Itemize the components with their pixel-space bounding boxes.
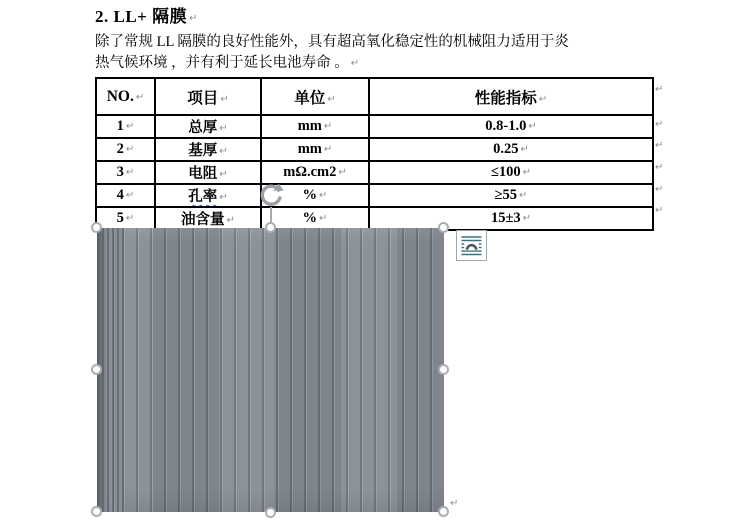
cell-mark: ↵ — [522, 213, 532, 224]
table-row — [96, 115, 653, 138]
cell-item[interactable]: 电阻 ↵ — [155, 161, 261, 184]
table-row — [96, 184, 653, 207]
cell-no[interactable]: 5 ↵ — [96, 207, 155, 230]
resize-handle-mid-right[interactable] — [438, 364, 449, 375]
resize-handle-top-center[interactable] — [265, 222, 276, 233]
cell-mark: ↵ — [538, 93, 548, 105]
intro-paragraph-line2[interactable]: 热气候环境 ，并有利于延长电池寿命 。 ↵ — [95, 55, 360, 71]
cell-mark: ↵ — [125, 190, 135, 201]
cell-mark: ↵ — [125, 167, 135, 178]
header-cell-no[interactable]: NO. ↵ — [96, 78, 155, 115]
spec-table — [95, 77, 654, 231]
table-row — [96, 161, 653, 184]
table-row — [96, 207, 653, 230]
section-heading[interactable] — [95, 2, 198, 27]
cell-mark: ↵ — [323, 121, 333, 132]
image-end-mark: ↵ — [450, 498, 459, 509]
intro-paragraph-line1[interactable]: 除了常规 LL 隔膜的良好性能外，具有超高氧化稳定性的机械阻力适用于炎 — [95, 34, 569, 50]
cell-no[interactable]: 4 ↵ — [96, 184, 155, 207]
cell-unit[interactable]: mm ↵ — [261, 115, 369, 138]
row-end-mark: ↵ — [655, 140, 664, 151]
resize-handle-bottom-left[interactable] — [91, 506, 102, 517]
cell-mark: ↵ — [226, 215, 235, 226]
resize-handle-bottom-right[interactable] — [438, 506, 449, 517]
paragraph-mark: ↵ — [350, 58, 360, 69]
section-heading-text[interactable]: 2. LL+ 隔膜 — [95, 7, 188, 26]
cell-mark: ↵ — [219, 123, 228, 134]
row-end-mark: ↵ — [655, 84, 664, 95]
layout-options-button[interactable] — [456, 230, 487, 261]
cell-mark: ↵ — [220, 93, 229, 105]
spellcheck-underlined-text: 孔率 — [188, 189, 218, 205]
cell-item[interactable]: 总厚 ↵ — [155, 115, 261, 138]
cell-mark: ↵ — [219, 169, 228, 180]
rotate-icon[interactable] — [258, 180, 285, 207]
resize-handle-top-left[interactable] — [91, 222, 102, 233]
cell-mark: ↵ — [219, 192, 228, 203]
cell-mark: ↵ — [323, 144, 333, 155]
row-end-mark: ↵ — [655, 119, 664, 130]
cell-mark: ↵ — [219, 146, 228, 157]
cell-no[interactable]: 3 ↵ — [96, 161, 155, 184]
header-cell-spec[interactable]: 性能指标 ↵ — [369, 78, 653, 115]
cell-mark: ↵ — [319, 213, 328, 224]
cell-spec[interactable]: ≥55 ↵ — [369, 184, 653, 207]
cell-mark: ↵ — [125, 144, 135, 155]
cell-spec[interactable]: 15±3 ↵ — [369, 207, 653, 230]
cell-unit[interactable]: mΩ.cm2 ↵ — [261, 161, 369, 184]
header-cell-item[interactable]: 项目 ↵ — [155, 78, 261, 115]
cell-mark: ↵ — [522, 167, 532, 178]
cell-mark: ↵ — [327, 93, 336, 105]
cell-spec[interactable]: 0.8-1.0 ↵ — [369, 115, 653, 138]
membrane-ribs-texture — [97, 228, 444, 512]
resize-handle-mid-left[interactable] — [91, 364, 102, 375]
row-end-mark: ↵ — [655, 184, 664, 195]
table-header-row — [96, 78, 653, 115]
cell-unit[interactable]: % ↵ — [261, 184, 369, 207]
layout-options-icon — [461, 235, 482, 256]
row-end-mark: ↵ — [655, 162, 664, 173]
paragraph-mark: ↵ — [189, 13, 199, 24]
cell-no[interactable]: 1 ↵ — [96, 115, 155, 138]
header-cell-unit[interactable]: 单位 ↵ — [261, 78, 369, 115]
cell-mark: ↵ — [135, 91, 145, 103]
cell-item[interactable]: 油含量 ↵ — [155, 207, 261, 230]
cell-no[interactable]: 2 ↵ — [96, 138, 155, 161]
cell-mark: ↵ — [528, 121, 537, 132]
cell-spec[interactable]: ≤100 ↵ — [369, 161, 653, 184]
resize-handle-bottom-center[interactable] — [265, 507, 276, 518]
cell-unit[interactable]: % ↵ — [261, 207, 369, 230]
cell-spec[interactable]: 0.25 ↵ — [369, 138, 653, 161]
table-row — [96, 138, 653, 161]
cell-mark: ↵ — [125, 121, 135, 132]
intro-paragraph[interactable] — [95, 32, 569, 74]
membrane-photo[interactable] — [97, 228, 444, 512]
cell-item[interactable]: 基厚 ↵ — [155, 138, 261, 161]
cell-unit[interactable]: mm ↵ — [261, 138, 369, 161]
row-end-mark: ↵ — [655, 205, 664, 216]
cell-mark: ↵ — [519, 190, 528, 201]
cell-mark: ↵ — [338, 167, 347, 178]
cell-mark: ↵ — [319, 190, 328, 201]
cell-mark: ↵ — [520, 144, 529, 155]
cell-item[interactable] — [155, 184, 261, 207]
resize-handle-top-right[interactable] — [438, 222, 449, 233]
cell-mark: ↵ — [125, 213, 135, 224]
